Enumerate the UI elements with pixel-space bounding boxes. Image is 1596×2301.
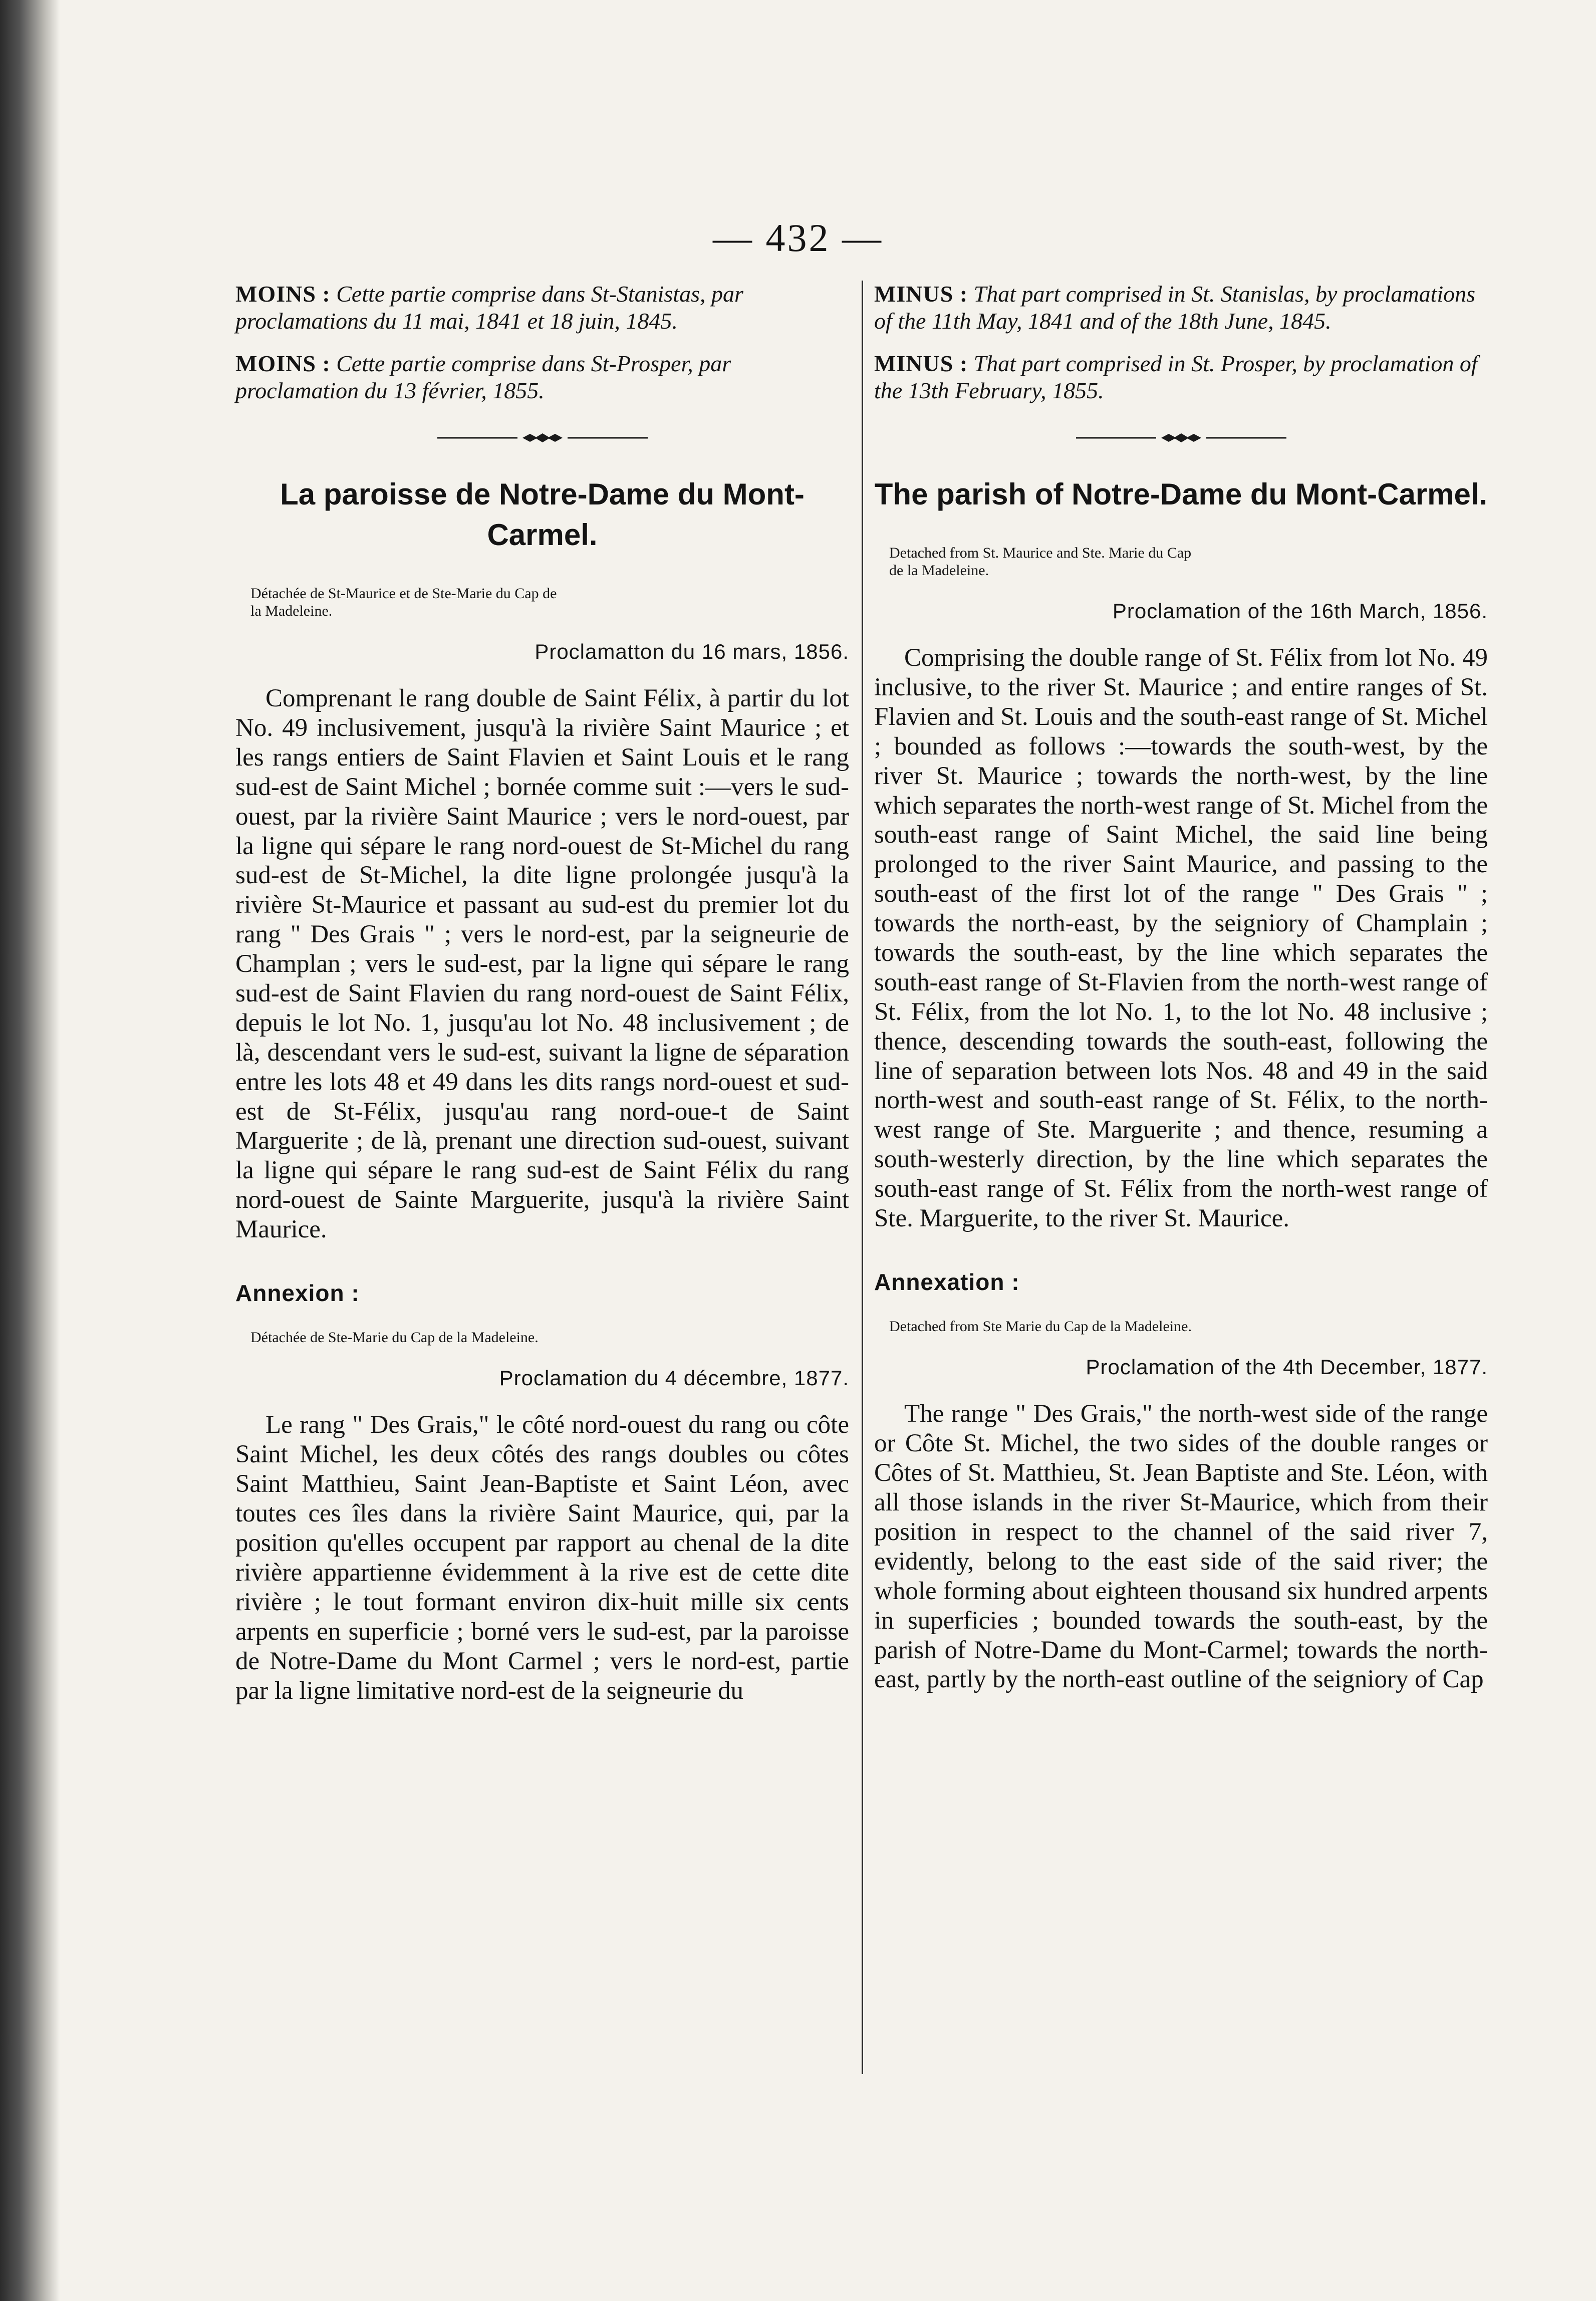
annexation-detached-note: Detached from Ste Marie du Cap de la Madeleine.	[889, 1318, 1192, 1335]
minus-text: Cette partie comprise dans St-Prosper, par proclamation du 13 février, 1855.	[235, 350, 731, 403]
minus-label: MOINS :	[235, 281, 331, 307]
detached-note: Detached from St. Maurice and Ste. Marie du Cap de la Madeleine.	[889, 545, 1192, 579]
annexation-heading: Annexion :	[235, 1280, 360, 1306]
detached-note: Détachée de St-Maurice et de Ste-Marie du Cap de la Madeleine.	[250, 585, 557, 619]
parish-description: Comprising the double range of St. Félix from lot No. 49 inclusive, to the river St. Maurice ; and entire ranges of St. Flavien and St. Louis and the south-east range of St. Michel ; bounded as follows :—towards the south-west, by the river St. Maurice ; towards the north-west, by the line which separates the north-west range of St. Michel from the south-east range of Saint Michel, the said line being prolonged to the river Saint Maurice, and passing to the south-east of the first lot of the range " Des Grais " ; towards the north-east, by the seigniory of Champlain ; towards the south-east, by the line which separates the south-east range of St-Flavien from the north-west range of St. Félix, from the lot No. 1, to the lot No. 48 inclusive ; thence, descending towards the south-east, following the line of separation between lots Nos. 48 and 49 in the said north-west and south-east range of St. Félix, to the north-west range of Ste. Marguerite ; and thence, resuming a south-westerly direction, by the line which separates the south-east range of St. Félix from the north-west range of Ste. Marguerite, to the river St. Maurice.	[874, 644, 1488, 1232]
annexation-detached-note: Détachée de Ste-Marie du Cap de la Madeleine.	[250, 1329, 539, 1346]
minus-label: MINUS :	[874, 281, 968, 307]
parish-description: Comprenant le rang double de Saint Félix, à partir du lot No. 49 inclusivement, jusqu'à la rivière Saint Maurice ; et les rangs entiers de Saint Flavien et Saint Louis et le rang sud-est de Saint Michel ; bornée comme suit :—vers le sud-ouest, par la rivière Saint Maurice ; vers le nord-ouest, par la ligne qui sépare le rang nord-ouest de St-Michel du rang sud-est de St-Michel, la dite ligne prolongée jusqu'à la rivière St-Maurice et passant au sud-est du premier lot du rang " Des Grais " ; vers le nord-est, par la seigneurie de Champlan ; vers le sud-est, par la ligne qui sépare le rang sud-est de Saint Flavien du rang nord-ouest de Saint Félix, depuis le lot No. 1, jusqu'au lot No. 48 inclusivement ; de là, descendant vers le sud-est, suivant la ligne de séparation entre les lots 48 et 49 dans les dits rangs nord-ouest et sud-est de St-Félix, jusqu'au rang nord-oue-t de Saint Marguerite ; de là, prenant une direction sud-ouest, suivant la ligne qui sépare le rang sud-est de Saint Félix du rang nord-ouest de Sainte Marguerite, jusqu'à la rivière Saint Maurice.	[235, 684, 849, 1244]
column-divider	[862, 281, 863, 2074]
minus-text: Cette partie comprise dans St-Stanistas, par proclamations du 11 mai, 1841 et 18 juin, 1845.	[235, 281, 743, 334]
page-number: — 432 —	[713, 216, 883, 260]
ornament-divider	[1076, 432, 1286, 444]
annexation-description: Le rang " Des Grais," le côté nord-ouest du rang ou côte Saint Michel, les deux côtés des rangs doubles ou côtes Saint Matthieu, Saint Jean-Baptiste et Saint Léon, avec toutes ces îles dans la rivière Saint Maurice, qui, par la position qu'elles occupent par rapport au chenal de la dite rivière appartienne évidemment à la rive est de cette dite rivière ; le tout formant environ dix-huit mille six cents arpents en superficie ; borné vers le sud-est, par la paroisse de Notre-Dame du Mont Carmel ; vers le nord-est, partie par la ligne limitative nord-est de la seigneurie du	[235, 1411, 849, 1705]
annexation-description: The range " Des Grais," the north-west side of the range or Côte St. Michel, the two sides of the double ranges or Côtes of St. Matthieu, St. Jean Baptiste and Ste. Léon, with all those islands in the river St-Maurice, which from their position in respect to the channel of the said river 7, evidently, belong to the east side of the said river; the whole forming about eighteen thousand six hundred arpents in superficies ; bounded towards the south-east, by the parish of Notre-Dame du Mont-Carmel; towards the north-east, partly by the north-east outline of the seigniory of Cap	[874, 1400, 1488, 1694]
minus-note	[874, 350, 1488, 405]
english-column	[874, 281, 1488, 1729]
minus-text: That part comprised in St. Stanislas, by proclamations of the 11th May, 1841 and of the 18th June, 1845.	[874, 281, 1476, 334]
minus-note	[874, 281, 1488, 335]
minus-text: That part comprised in St. Prosper, by proclamation of the 13th February, 1855.	[874, 350, 1478, 403]
parish-title: The parish of Notre-Dame du Mont-Carmel.	[874, 477, 1488, 512]
proclamation-date: Proclamatton du 16 mars, 1856.	[535, 640, 849, 664]
proclamation-date: Proclamation of the 16th March, 1856.	[1112, 599, 1488, 623]
minus-note	[235, 350, 849, 405]
annexation-proclamation-date: Proclamation du 4 décembre, 1877.	[499, 1366, 849, 1390]
annexation-proclamation-date: Proclamation of the 4th December, 1877.	[1086, 1355, 1488, 1379]
french-column	[235, 281, 849, 1740]
minus-label: MINUS :	[874, 350, 968, 376]
minus-label: MOINS :	[235, 350, 331, 376]
parish-title: La paroisse de Notre-Dame du Mont-Carmel.	[280, 477, 805, 552]
minus-note	[235, 281, 849, 335]
page-binding-edge	[0, 0, 60, 2301]
annexation-heading: Annexation :	[874, 1268, 1020, 1295]
ornament-divider	[437, 432, 648, 444]
